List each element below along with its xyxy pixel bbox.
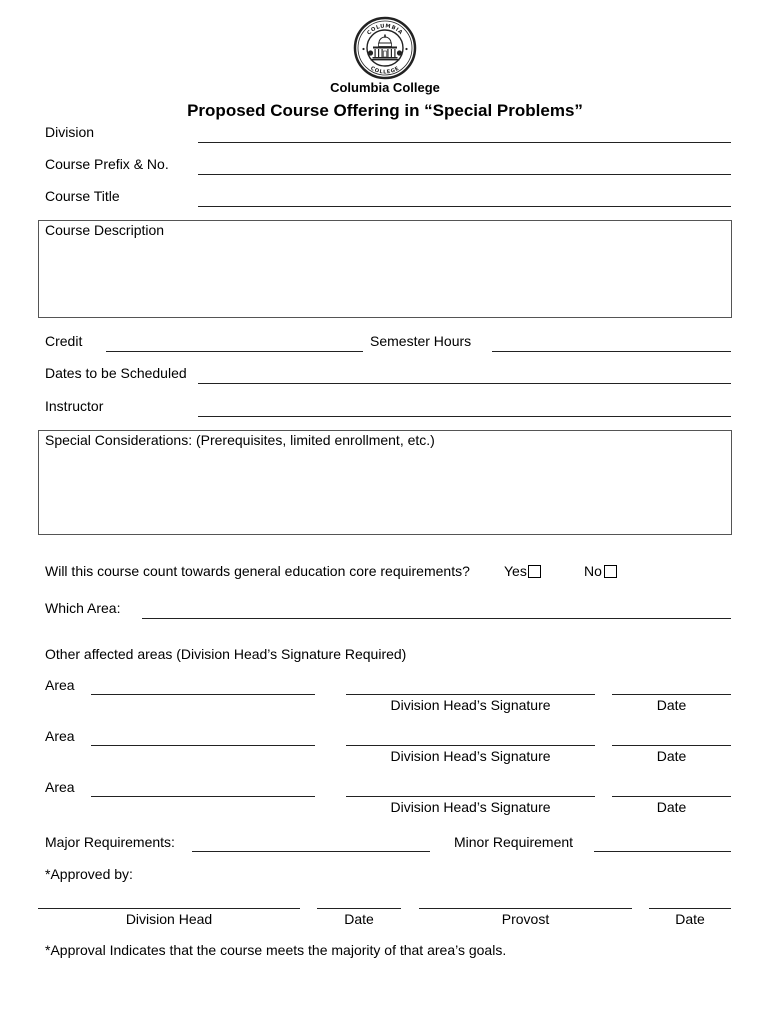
seal-top-text: COLUMBIA xyxy=(366,23,404,37)
signature-date-field-2[interactable] xyxy=(612,729,731,746)
minor-requirement-label: Minor Requirement xyxy=(454,834,574,850)
division-head-approval-label: Division Head xyxy=(125,911,213,927)
provost-approval-date-label: Date xyxy=(675,911,705,927)
seal-bottom-text: COLLEGE xyxy=(369,65,401,76)
college-seal-logo xyxy=(353,16,417,80)
major-requirements-label: Major Requirements: xyxy=(45,834,175,850)
gen-ed-no-checkbox[interactable] xyxy=(604,565,617,578)
special-considerations-label: Special Considerations: (Prerequisites, limited enrollment, etc.) xyxy=(45,432,435,448)
signature-date-field-3[interactable] xyxy=(612,780,731,797)
seal-star-left-icon xyxy=(362,48,364,50)
special-considerations-field[interactable] xyxy=(45,453,725,530)
gen-ed-question: Will this course count towards general education core requirements? xyxy=(45,563,470,579)
provost-approval-date-field[interactable] xyxy=(649,892,731,909)
affected-area-field-2[interactable] xyxy=(91,729,315,746)
course-title-label: Course Title xyxy=(45,188,120,204)
division-head-signature-label-2: Division Head’s Signature xyxy=(390,748,551,764)
seal-star-right-icon xyxy=(405,48,407,50)
course-title-field[interactable] xyxy=(198,190,731,207)
approval-note: *Approval Indicates that the course meets the majority of that area’s goals. xyxy=(45,942,507,958)
affected-area-label-3: Area xyxy=(45,779,75,795)
course-description-label: Course Description xyxy=(45,222,165,238)
division-field[interactable] xyxy=(198,126,731,143)
minor-requirement-field[interactable] xyxy=(594,835,731,852)
which-area-field[interactable] xyxy=(142,602,731,619)
approved-by-heading: *Approved by: xyxy=(45,866,133,882)
gen-ed-no-label: No xyxy=(584,563,602,579)
semester-hours-label: Semester Hours xyxy=(370,333,472,349)
special-considerations-box xyxy=(38,430,732,535)
affected-area-field-1[interactable] xyxy=(91,678,315,695)
gen-ed-yes-checkbox[interactable] xyxy=(528,565,541,578)
affected-area-label-1: Area xyxy=(45,677,75,693)
which-area-label: Which Area: xyxy=(45,600,121,616)
course-description-field[interactable] xyxy=(45,243,725,313)
instructor-label: Instructor xyxy=(45,398,104,414)
division-label: Division xyxy=(45,124,95,140)
provost-approval-field[interactable] xyxy=(419,892,632,909)
provost-approval-label: Provost xyxy=(501,911,550,927)
course-prefix-field[interactable] xyxy=(198,158,731,175)
signature-date-label-1: Date xyxy=(656,697,687,713)
division-head-signature-label-1: Division Head’s Signature xyxy=(390,697,551,713)
signature-date-label-2: Date xyxy=(656,748,687,764)
affected-areas-heading: Other affected areas (Division Head’s Signature Required) xyxy=(45,646,407,662)
course-prefix-label: Course Prefix & No. xyxy=(45,156,169,172)
institution-name: Columbia College xyxy=(330,80,440,95)
credit-field[interactable] xyxy=(106,335,363,352)
division-head-approval-field[interactable] xyxy=(38,892,300,909)
course-description-box xyxy=(38,220,732,318)
form-title: Proposed Course Offering in “Special Problems” xyxy=(187,101,583,120)
semester-hours-field[interactable] xyxy=(492,335,731,352)
division-head-approval-date-field[interactable] xyxy=(317,892,401,909)
gen-ed-yes-label: Yes xyxy=(504,563,527,579)
signature-date-field-1[interactable] xyxy=(612,678,731,695)
credit-label: Credit xyxy=(45,333,83,349)
division-head-signature-field-2[interactable] xyxy=(346,729,595,746)
division-head-signature-label-3: Division Head’s Signature xyxy=(390,799,551,815)
signature-date-label-3: Date xyxy=(656,799,687,815)
major-requirements-field[interactable] xyxy=(192,835,430,852)
dates-scheduled-field[interactable] xyxy=(198,367,731,384)
dates-scheduled-label: Dates to be Scheduled xyxy=(45,365,187,381)
affected-area-field-3[interactable] xyxy=(91,780,315,797)
division-head-signature-field-3[interactable] xyxy=(346,780,595,797)
instructor-field[interactable] xyxy=(198,400,731,417)
division-head-signature-field-1[interactable] xyxy=(346,678,595,695)
division-head-approval-date-label: Date xyxy=(344,911,374,927)
affected-area-label-2: Area xyxy=(45,728,75,744)
